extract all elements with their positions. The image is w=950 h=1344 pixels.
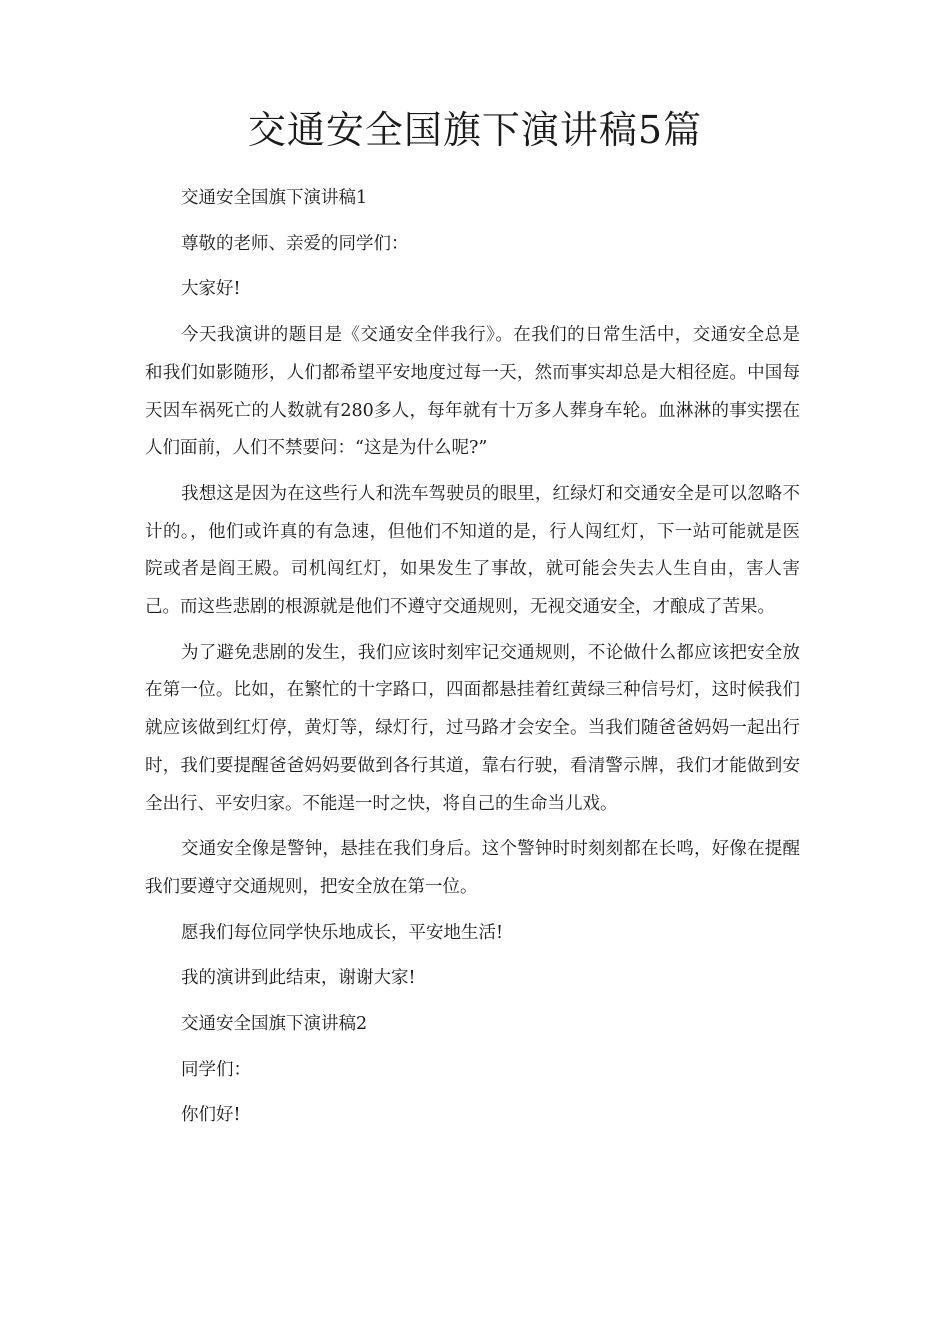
section-heading-2: 交通安全国旗下演讲稿2 — [181, 1014, 368, 1035]
greeting-2: 你们好! — [181, 1105, 241, 1126]
salutation-2: 同学们： — [181, 1059, 251, 1080]
paragraph-alarm: 交通安全像是警钟，悬挂在我们身后。这个警钟时时刻刻都在长鸣，好像在提醒我们要遵守交通规则，把安全放在第一位。 — [145, 839, 800, 897]
paragraph-reason: 我想这是因为在这些行人和洗车驾驶员的眼里，红绿灯和交通安全是可以忽略不计的。，他们或许真的有急速，但他们不知道的是，行人闯红灯，下一站可能就是医院或者是阎王殿。司机闯红灯，如果发生了事故，就可能会失去人生自由，害人害己。而这些悲剧的根源就是他们不遵守交通规则，无视交通安全，才酿成了苦果。 — [145, 483, 800, 618]
salutation: 尊敬的老师、亲爱的同学们： — [181, 233, 409, 254]
section-heading-1: 交通安全国旗下演讲稿1 — [181, 188, 368, 208]
paragraph-advice: 为了避免悲剧的发生，我们应该时刻牢记交通规则，不论做什么都应该把安全放在第一位。比如，在繁忙的十字路口，四面都悬挂着红黄绿三种信号灯，这时候我们就应该做到红灯停，黄灯等，绿灯行，过马路才会安全。当我们随爸爸妈妈一起出行时，我们要提醒爸爸妈妈要做到各行其道，靠右行驶，看清警示牌，我们才能做到安全出行、平安归家。不能逞一时之快，将自己的生命当儿戏。 — [145, 642, 800, 814]
document-body — [145, 180, 800, 1143]
paragraph-wish: 愿我们每位同学快乐地成长，平安地生活! — [181, 922, 504, 943]
document-title: 交通安全国旗下演讲稿5篇 — [247, 108, 703, 152]
paragraph-intro: 今天我演讲的题目是《交通安全伴我行》。在我们的日常生活中，交通安全总是和我们如影随形，人们都希望平安地度过每一天，然而事实却总是大相径庭。中国每天因车祸死亡的人数就有280多人，每年就有十万多人葬身车轮。血淋淋的事实摆在人们面前，人们不禁要问：“这是为什么呢?” — [145, 325, 800, 459]
greeting: 大家好! — [181, 279, 241, 300]
paragraph-closing: 我的演讲到此结束，谢谢大家! — [181, 968, 416, 989]
